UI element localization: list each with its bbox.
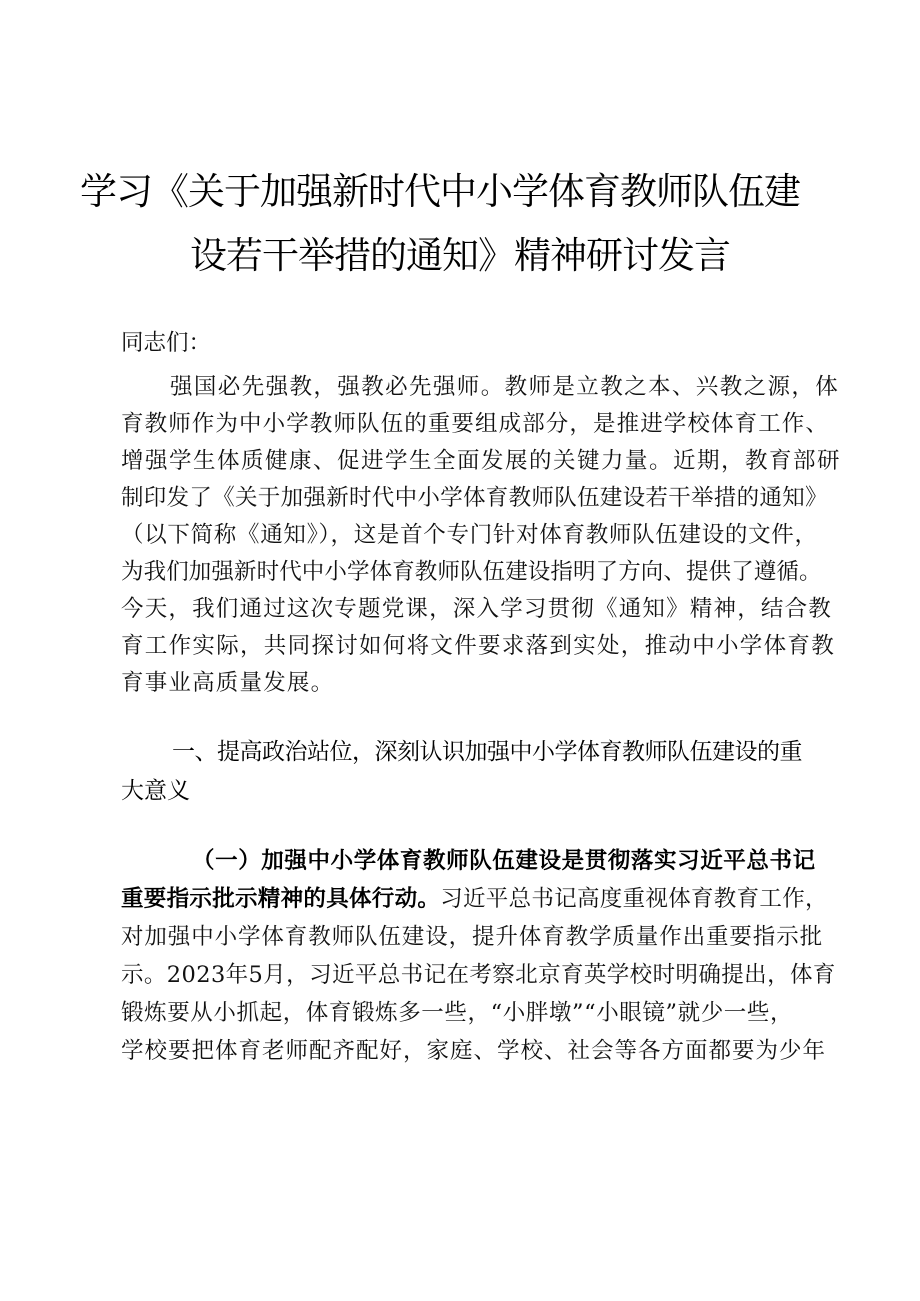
intro-line-3: 增强学生体质健康、促进学生全面发展的关键力量。近期，教育部研 bbox=[121, 448, 842, 474]
intro-line-2: 育教师作为中小学教师队伍的重要组成部分，是推进学校体育工作、 bbox=[121, 411, 830, 437]
section-heading-line-2: 大意义 bbox=[121, 778, 190, 804]
subsection-line-2-text: 习近平总书记高度重视体育教育工作， bbox=[440, 886, 828, 912]
intro-line-8: 育工作实际，共同探讨如何将文件要求落到实处，推动中小学体育教 bbox=[121, 633, 836, 659]
intro-line-4: 制印发了《关于加强新时代中小学体育教师队伍建设若干举措的通知》 bbox=[121, 485, 828, 511]
subsection-line-2 bbox=[121, 884, 828, 914]
subsection-line-4: 示。2023年5月，习近平总书记在考察北京育英学校时明确提出，体育 bbox=[121, 962, 836, 988]
intro-line-5: （以下简称《通知》），这是首个专门针对体育教师队伍建设的文件， bbox=[121, 522, 818, 548]
document-title-line-1: 学习《关于加强新时代中小学体育教师队伍建 bbox=[80, 170, 800, 213]
subsection-heading-line-1: （一）加强中小学体育教师队伍建设是贯彻落实习近平总书记 bbox=[192, 848, 816, 874]
subsection-heading-line-2: 重要指示批示精神的具体行动。 bbox=[121, 886, 441, 912]
subsection-line-6: 学校要把体育老师配齐配好，家庭、学校、社会等各方面都要为少年 bbox=[121, 1038, 827, 1064]
document-title-line-2: 设若干举措的通知》精神研讨发言 bbox=[190, 234, 730, 277]
intro-line-9: 育事业高质量发展。 bbox=[121, 670, 335, 696]
subsection-line-3: 对加强中小学体育教师队伍建设，提升体育教学质量作出重要指示批 bbox=[121, 924, 824, 950]
intro-line-7: 今天，我们通过这次专题党课，深入学习贯彻《通知》精神，结合教 bbox=[121, 596, 833, 622]
section-heading-line-1: 一、提高政治站位，深刻认识加强中小学体育教师队伍建设的重 bbox=[172, 739, 802, 765]
subsection-line-5: 锻炼要从小抓起，体育锻炼多一些，“小胖墩”“小眼镜”就少一些， bbox=[121, 1000, 794, 1026]
intro-line-1: 强国必先强教，强教必先强师。教师是立教之本、兴教之源，体 bbox=[170, 374, 840, 400]
intro-line-6: 为我们加强新时代中小学体育教师队伍建设指明了方向、提供了遵循。 bbox=[121, 559, 822, 585]
salutation: 同志们： bbox=[121, 330, 212, 356]
